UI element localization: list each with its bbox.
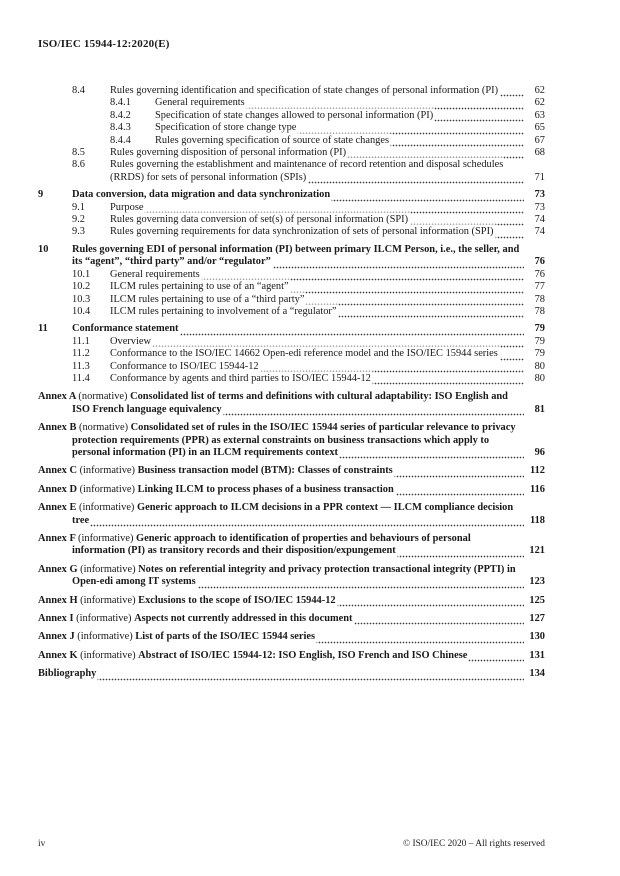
toc-page-number: 127: [526, 613, 545, 625]
toc-page-number: 116: [527, 484, 545, 496]
toc-entry-title: ILCM rules pertaining to use of an “agent”: [110, 281, 289, 293]
toc-entry-body: [38, 502, 545, 527]
toc-entry-body: [110, 373, 545, 385]
toc-entry-title: [38, 564, 516, 587]
toc-entry: [38, 391, 545, 416]
footer-page-label: iv: [38, 839, 46, 849]
toc-entry-number: 8.4.2: [110, 109, 131, 121]
toc-entry-number: 10.2: [72, 281, 91, 293]
toc-entry-number: 10: [38, 243, 49, 255]
annex-qualifier: (informative): [79, 483, 138, 495]
toc-entry-title: [38, 502, 513, 525]
toc-entry-body: [38, 391, 545, 416]
annex-label: Annex F: [38, 533, 79, 544]
toc-entry-body: [155, 122, 545, 134]
toc-entry-title: Purpose: [110, 201, 144, 213]
annex-title-text: Notes on referential integrity and privacy protection transactional integrity (PPTI) in Open-edi among IT systems: [72, 563, 516, 588]
toc-page-number: 96: [532, 447, 545, 459]
toc-entry-number: 10.3: [72, 293, 91, 305]
toc-entry-title: [38, 631, 315, 642]
footer-copyright: © ISO/IEC 2020 – All rights reserved: [402, 839, 545, 849]
toc-entry: [38, 122, 545, 134]
annex-qualifier: (informative): [80, 563, 139, 575]
annex-qualifier: (normative): [78, 391, 131, 403]
toc-entry-title: Overview: [110, 335, 151, 347]
annex-title-text: Linking ILCM to process phases of a business transaction: [137, 483, 394, 495]
toc-page-number: 79: [532, 348, 545, 360]
toc-entry-title: Rules governing data conversion of set(s) of personal information (SPI): [110, 214, 409, 226]
toc-page-number: 76: [532, 269, 545, 281]
toc-entry: [38, 189, 545, 201]
toc-entry: [38, 226, 545, 238]
annex-title-text: List of parts of the ISO/IEC 15944 series: [135, 631, 316, 643]
toc-page-number: 112: [527, 465, 545, 477]
annex-label: Annex E: [38, 502, 79, 514]
toc-entry-title: [38, 422, 516, 458]
toc-entry-body: [38, 465, 545, 477]
toc-entry-title: ILCM rules pertaining to involvement of a “regulator”: [110, 305, 337, 317]
annex-label: Annex G: [38, 563, 81, 575]
toc-entry-body: [155, 97, 545, 109]
toc-entry-number: 8.4.1: [110, 97, 131, 109]
toc-entry-number: 8.4.3: [110, 122, 131, 134]
toc-entry: [38, 97, 545, 109]
annex-qualifier: (informative): [76, 613, 135, 625]
toc-page-number: 62: [532, 97, 545, 109]
toc-entry: [38, 422, 545, 459]
toc-page-number: 74: [532, 226, 545, 238]
toc-page-number: 73: [532, 202, 545, 214]
toc-entry-title: Data conversion, data migration and data synchronization: [72, 189, 331, 201]
annex-title-text: Generic approach to ILCM decisions in a PPR context — ILCM compliance decision tree: [72, 502, 514, 526]
document-header-id: ISO/IEC 15944-12:2020(E): [38, 38, 170, 50]
toc-page-number: 78: [532, 306, 545, 318]
annex-qualifier: (normative): [79, 422, 131, 434]
toc-entry-number: 11.4: [72, 372, 90, 384]
toc-entry-body: [72, 244, 545, 269]
toc-page-number: 65: [532, 122, 545, 134]
toc-entry-body: [72, 323, 545, 335]
toc-page-number: 74: [532, 214, 545, 226]
toc-entry: [38, 306, 545, 318]
toc-entry-body: [110, 281, 545, 293]
toc-entry-body: [110, 159, 545, 184]
toc-entry: [38, 595, 545, 607]
annex-qualifier: (informative): [79, 465, 138, 477]
toc-entry-body: [110, 361, 545, 373]
annex-label: Bibliography: [38, 668, 97, 680]
annex-title-text: Business transaction model (BTM): Classes of constraints: [137, 465, 393, 477]
annex-label: Annex C: [38, 465, 80, 477]
toc-entry-title: General requirements: [110, 268, 200, 280]
toc-entry: [38, 323, 545, 335]
toc-entry-body: [38, 650, 545, 662]
toc-entry: [38, 373, 545, 385]
toc-page-number: 80: [532, 361, 545, 373]
toc-entry: [38, 85, 545, 97]
toc-entry-body: [155, 110, 545, 122]
toc-entry-number: 10.1: [72, 268, 91, 280]
toc-page-number: 118: [527, 515, 545, 527]
toc-entry-body: [110, 294, 545, 306]
toc-entry: [38, 269, 545, 281]
toc-entry-title: Conformance to ISO/IEC 15944-12: [110, 360, 259, 372]
toc-page-number: 125: [526, 595, 545, 607]
toc-entry-title: Rules governing requirements for data synchronization of sets of personal information (SPI): [110, 226, 494, 238]
toc-entry-number: 11.1: [72, 335, 90, 347]
toc-entry: [38, 668, 545, 680]
toc-page-number: 80: [532, 373, 545, 385]
toc-entry-number: 9.2: [72, 214, 85, 226]
toc-entry-title: Rules governing identification and specification of state changes of personal information (PI): [110, 85, 499, 96]
toc-entry-title: Specification of store change type: [155, 122, 297, 134]
toc-entry-number: 9.3: [72, 226, 85, 238]
toc-page-number: 67: [532, 135, 545, 147]
annex-label: Annex H: [38, 594, 81, 606]
toc-entry-title: Rules governing specification of source of state changes: [155, 134, 390, 146]
annex-qualifier: (informative): [80, 594, 139, 606]
toc-entry-title: Specification of state changes allowed to personal information (PI): [155, 109, 434, 121]
toc-entry-body: [38, 533, 545, 558]
toc-entry: [38, 502, 545, 527]
toc-page-number: 79: [532, 323, 545, 335]
toc-entry-body: [38, 564, 545, 589]
toc-entry-body: [38, 595, 545, 607]
toc-page-number: 62: [532, 85, 545, 97]
toc-entry-body: [110, 306, 545, 318]
toc-entry-number: 8.6: [72, 159, 85, 171]
toc-page-number: 79: [532, 336, 545, 348]
toc-page-number: 131: [526, 650, 545, 662]
toc-page-number: 123: [526, 576, 545, 588]
toc-entry: [38, 159, 545, 184]
toc-entry: [38, 214, 545, 226]
toc-entry: [38, 361, 545, 373]
toc-entry-number: 8.4: [72, 85, 85, 96]
annex-title-text: Exclusions to the scope of ISO/IEC 15944-12: [138, 594, 336, 606]
toc-entry-number: 9: [38, 189, 44, 201]
toc-entry-body: [38, 484, 545, 496]
toc-entry-number: 8.4.4: [110, 134, 131, 146]
toc-entry: [38, 631, 545, 643]
annex-qualifier: (informative): [78, 533, 137, 544]
toc-entry: [38, 564, 545, 589]
toc-entry-title: [38, 465, 393, 476]
annex-label: Annex J: [38, 631, 78, 643]
annex-qualifier: (informative): [80, 649, 139, 661]
toc-entry-number: 11: [38, 323, 48, 335]
toc-entry-number: 11.2: [72, 348, 90, 360]
annex-title-text: Aspects not currently addressed in this document: [134, 613, 353, 625]
toc-entry: [38, 110, 545, 122]
toc-entry-body: [72, 189, 545, 201]
toc-entry: [38, 484, 545, 496]
toc-entry-number: 9.1: [72, 201, 85, 213]
annex-label: Annex I: [38, 613, 77, 625]
toc-page-number: 81: [532, 404, 545, 416]
toc-entry-body: [110, 226, 545, 238]
annex-qualifier: (informative): [77, 631, 136, 643]
toc-entry: [38, 281, 545, 293]
annex-qualifier: (informative): [79, 502, 137, 514]
toc-entry-title: [38, 613, 353, 624]
toc-entry-body: [38, 613, 545, 625]
toc-entry-body: [110, 214, 545, 226]
annex-title-text: Abstract of ISO/IEC 15944-12: ISO English, ISO French and ISO Chinese: [138, 649, 468, 661]
toc-entry: [38, 533, 545, 558]
toc-entry: [38, 465, 545, 477]
toc-list: [38, 85, 545, 681]
toc-page-number: 71: [532, 172, 545, 184]
toc-page-number: 63: [532, 110, 545, 122]
annex-title-text: Consolidated set of rules in the ISO/IEC 15944 series of particular relevance to privacy protection requirements (PPR) as external constraints on business transactions which apply to personal information (PI) in an ILCM requirements context: [72, 422, 516, 458]
annex-label: Annex A: [38, 391, 79, 403]
toc-entry-title: Rules governing the establishment and maintenance of record retention and disposal schedules (RRDS) for sets of personal information (SPIs): [110, 159, 504, 183]
annex-title-text: Consolidated list of terms and definitions with cultural adaptability: ISO English and ISO French language equivalency: [72, 391, 508, 415]
page-footer: [38, 839, 545, 849]
toc-entry: [38, 650, 545, 662]
toc-entry-body: [110, 348, 545, 360]
toc-entry-title: [38, 595, 336, 606]
toc-entry-title: Rules governing disposition of personal information (PI): [110, 147, 347, 159]
toc-entry-body: [110, 85, 545, 97]
toc-entry: [38, 244, 545, 269]
toc-entry-body: [155, 135, 545, 147]
toc-page-number: 68: [532, 147, 545, 159]
toc-page-number: 76: [532, 256, 545, 268]
toc-entry-title: Conformance statement: [72, 323, 179, 335]
toc-entry-title: [38, 484, 394, 495]
toc-entry: [38, 336, 545, 348]
toc-entry-body: [38, 668, 545, 680]
annex-label: Annex B: [38, 422, 79, 434]
toc-entry-title: ILCM rules pertaining to use of a “third party”: [110, 293, 305, 305]
toc-entry-body: [110, 202, 545, 214]
toc-entry-number: 10.4: [72, 305, 91, 317]
toc-entry-body: [110, 269, 545, 281]
toc-page-number: 130: [526, 631, 545, 643]
toc-entry-body: [38, 631, 545, 643]
toc-page-number: 78: [532, 294, 545, 306]
toc-entry-number: 11.3: [72, 360, 90, 372]
toc-entry-title: Rules governing EDI of personal information (PI) between primary ILCM Person, i.e., the seller, and its “agent”, “third party” and/or “regulator”: [72, 243, 520, 268]
toc-entry-title: General requirements: [155, 97, 245, 109]
toc-entry-body: [110, 336, 545, 348]
toc-entry: [38, 202, 545, 214]
toc-entry-number: 8.5: [72, 147, 85, 159]
toc-entry-title: [38, 668, 96, 679]
annex-label: Annex D: [38, 483, 80, 495]
toc-entry-title: Conformance by agents and third parties to ISO/IEC 15944-12: [110, 372, 371, 384]
toc-entry-title: [38, 391, 508, 414]
toc-page-number: 73: [532, 189, 545, 201]
toc-entry: [38, 147, 545, 159]
toc-entry: [38, 135, 545, 147]
toc-page-number: 134: [526, 668, 545, 680]
toc-entry: [38, 613, 545, 625]
annex-label: Annex K: [38, 649, 81, 661]
toc-page-number: 77: [532, 281, 545, 293]
toc-entry-body: [38, 422, 545, 459]
toc-entry-body: [110, 147, 545, 159]
toc-entry-title: [38, 533, 471, 556]
toc-entry-title: Conformance to the ISO/IEC 14662 Open-edi reference model and the ISO/IEC 15944 series: [110, 348, 498, 360]
toc-page-number: 121: [526, 545, 545, 557]
toc-entry: [38, 348, 545, 360]
toc-entry: [38, 294, 545, 306]
annex-title-text: Generic approach to identification of properties and behaviours of personal information (PI) as transitory records and their disposition/expungement: [72, 533, 471, 557]
toc-entry-title: [38, 650, 467, 661]
